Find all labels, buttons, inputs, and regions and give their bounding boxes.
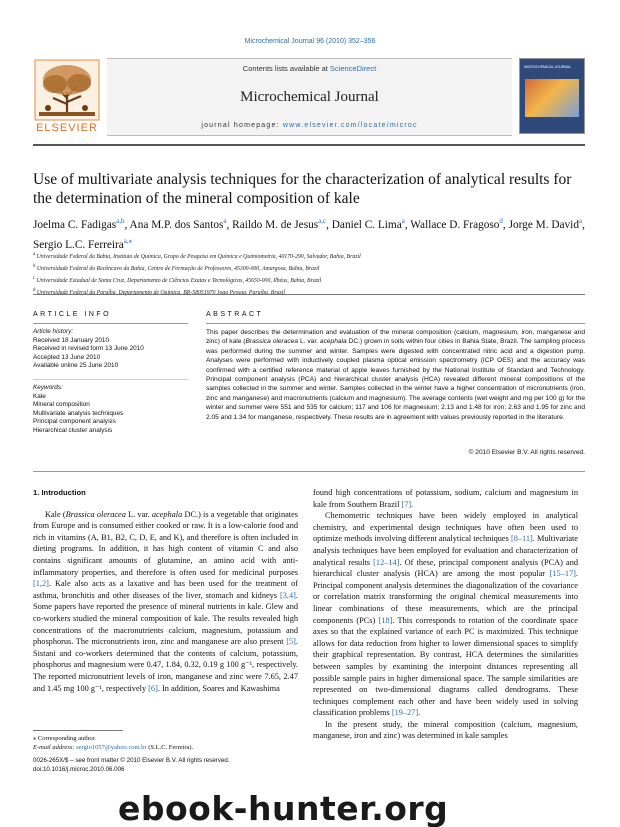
author-affiliation-marker[interactable]: a [223, 217, 227, 225]
author-affiliation-marker[interactable]: d [499, 217, 503, 225]
body-column-right [313, 487, 578, 742]
info-separator [33, 379, 188, 380]
author-separator: , [582, 218, 585, 231]
issn-doi-block [33, 757, 298, 774]
author-separator: , [226, 218, 233, 231]
doi-link[interactable]: doi:10.1016/j.microc.2010.06.006 [33, 765, 125, 773]
variety-name: acephala [319, 338, 347, 346]
journal-cover-thumbnail[interactable] [519, 58, 585, 134]
affiliation-marker: c [33, 275, 36, 281]
contents-prefix: Contents lists available at [242, 64, 330, 73]
email-suffix: (S.L.C. Ferreira). [146, 744, 194, 751]
homepage-prefix: journal homepage: [201, 122, 283, 129]
author-name: Ana M.P. dos Santos [129, 218, 224, 231]
reference-link[interactable]: [5] [286, 637, 296, 647]
keyword-item: Kale [33, 392, 46, 400]
author-name: Wallace D. Fragoso [410, 218, 500, 231]
sciencedirect-link[interactable]: ScienceDirect [329, 64, 377, 73]
text-run: . Kale also acts as a laxative and has been used for the treatment of asthma, bronchitis and other diseases of the liver, stomach and kidneys [33, 579, 298, 600]
article-history [33, 328, 193, 371]
affiliation-marker: d [33, 287, 36, 293]
journal-title: Microchemical Journal [240, 89, 379, 105]
watermark: ebook-hunter.org [118, 789, 449, 827]
text-run: Kale ( [45, 509, 66, 519]
journal-citation[interactable]: Microchemical Journal 96 (2010) 352–356 [244, 38, 376, 45]
text-run: found high concentrations of potassium, sodium, calcium and magnesium in kale from Southern Brazil [313, 488, 578, 509]
affiliation-text: Universidade Federal do Recôncavo da Bahia, Centro de Formação de Professores, 45300-000, Amargosa, Bahia, Brazil [36, 265, 320, 272]
author-separator: , [124, 218, 130, 231]
cover-title: MICROCHEMICAL JOURNAL [524, 65, 571, 69]
reference-link[interactable]: [8–11] [510, 534, 533, 544]
affiliation-text: Universidade Federal da Paraíba, Departamento de Química, BR-58051970 Joao Pessoa, Paraíba, Brazil [36, 289, 285, 296]
abstract-body [206, 328, 585, 422]
author-name: Jorge M. David [508, 218, 579, 231]
elsevier-tree-icon [33, 58, 101, 122]
text-run: . Multivariate analysis techniques have been employed for evaluation and characterization of analytical results [313, 534, 578, 567]
affiliation-text: Universidade Federal da Bahia, Instituto de Química, Grupo de Pesquisa em Química e Quimiometria, 40170-290, Salvador, Bahia, Brazil [36, 253, 361, 260]
author-name: Raildo M. de Jesus [232, 218, 319, 231]
body-paragraph [313, 510, 578, 719]
author-separator: , [326, 218, 332, 231]
reference-link[interactable]: [6] [148, 683, 158, 693]
abstract-text-part: DC.) grown in soils within four cities in Bahia State, Brazil. The sampling process was performed during the summer and winter. Samples were digested with concentrated nitric acid and a digestion pump. Analyses were performed with inductively coupled plasma optical emission spectrometry (ICP OES) and the accuracy was confirmed with a certified reference material of apple leaves furnished by the National Institute of Standard and Technology. Principal component analysis (PCA) and hierarchical cluster analysis (HCA) revealed different mineral compositions of the samples collected in the summer and winter. Samples collected in the winter have a higher concentration of micronutrients (iron, zinc and manganese) and macronutrients (calcium and magnesium). The average contents (wet weight and mg per 100 g) for the winter and summer were 551 and 535 for calcium; 117 and 106 for magnesium; 2.13 and 1.48 for iron; 2.63 and 1.95 for zinc and 2.05 and 1.34 for manganese, respectively. These results are in agreement with values previously reported in the literature. [206, 338, 585, 421]
body-paragraph: In the present study, the mineral composition (calcium, magnesium, manganese, iron and zinc) was determined in kale samples [313, 719, 578, 741]
author-name: Sergio L.C. Ferreira [33, 238, 124, 251]
text-run: . Some papers have reported the presence of mineral nutrients in kale. Glew and co-workers studied the mineral composition of kale. The results revealed high concentrations of the macronutrients calcium, magnesium, potassium and phosphorus. The micronutrients iron, zinc and manganese are also present [33, 590, 298, 647]
section-heading: 1. Introduction [33, 488, 86, 497]
affiliation-text: Universidade Estadual de Santa Cruz, Departamento de Ciências Exatas e Tecnológicas, 45650-000, Ilhéus, Bahia, Brazil [36, 277, 322, 284]
species-name: Brassica oleracea [245, 338, 299, 346]
article-info-rule [33, 323, 188, 324]
affiliation-marker: b [33, 263, 36, 269]
abstract-heading: ABSTRACT [206, 311, 264, 318]
author-affiliation-marker[interactable]: a,c [318, 217, 327, 225]
cover-image [525, 79, 579, 117]
email-link[interactable]: sergio1057@yahoo.com.br [76, 744, 147, 751]
affiliation-item [33, 286, 585, 298]
keyword-item: Mineral composition [33, 401, 90, 409]
reference-link[interactable]: [1,2] [33, 579, 49, 589]
keyword-item: Multivariate analysis techniques [33, 409, 124, 417]
author-affiliation-marker[interactable]: a [401, 217, 405, 225]
author-name: Daniel C. Lima [331, 218, 402, 231]
text-run: . Of these, principal component analysis (PCA) and hierarchical cluster analysis (HCA) are among the most popular [313, 557, 579, 579]
keyword-list [33, 384, 193, 436]
history-item: Received 18 January 2010 [33, 336, 110, 344]
keyword-item: Principal component analysis [33, 418, 116, 426]
history-item: Accepted 13 June 2010 [33, 353, 101, 361]
author-separator: , [404, 218, 411, 231]
author-list [33, 213, 585, 253]
author-affiliation-marker[interactable]: a,b [116, 217, 125, 225]
affiliation-item [33, 274, 585, 286]
reference-link[interactable]: [15–17] [549, 569, 576, 579]
author-separator: , [502, 218, 509, 231]
reference-link[interactable]: [18] [378, 615, 393, 625]
abstract-text-part: This paper describes the determination and evaluation of the mineral composition (calcium, magnesium, iron, manganese and zinc) of kale ( [206, 329, 585, 346]
reference-link[interactable]: [19–27] [391, 708, 419, 718]
reference-link[interactable]: [7] [401, 499, 412, 509]
footnote-label: ⁎ Corresponding author. [33, 735, 97, 742]
affiliation-divider [33, 294, 585, 295]
article-info-heading: ARTICLE INFO [33, 311, 112, 318]
header-divider [33, 144, 585, 146]
text-run: DC.) is a vegetable that originates from Europe and is consumed either cooked or raw. It is a low-calorie food and rich in vitamins (A, B1, B2, C, D, E, and K), and therefore is often included in dieting programs. In addition, it has high content of vitamin C and also contains significant amounts of glutamine, an amino acid with anti-inflammatory properties, and therefore is often used for medicinal purposes [33, 509, 298, 577]
text-run: . This corresponds to rotation of the coordinate space axes so that the explained variance of each PC is maximized. This technique allows for data reduction from higher to lower dimensional spaces to simplify their graphical representation. By contrast, HCA determines the similarities between samples by examining the interpoint distances representing all possible sample pairs in higher dimensional space. The sample similarities are represented on two-dimensional diagrams called dendrograms. These techniques complement each other and have been widely used in solving classification problems [313, 615, 578, 718]
email-label: E-mail address: [33, 744, 77, 751]
text-run: . [411, 499, 414, 509]
keyword-item: Hierarchical cluster analysis [33, 426, 113, 434]
history-item: Available online 25 June 2010 [33, 362, 119, 370]
journal-homepage [107, 122, 512, 129]
elsevier-logo [33, 58, 101, 134]
body-column-left [33, 487, 298, 694]
footnote-rule [33, 730, 123, 731]
body-divider [33, 471, 585, 472]
journal-banner [107, 58, 512, 136]
affiliation-marker: a [33, 252, 36, 257]
text-run: . [418, 708, 421, 718]
species-name: Brassica oleracea [65, 509, 126, 519]
contents-line [107, 64, 512, 73]
article-title: Use of multivariate analysis techniques for the characterization of analytical results for the determination of the mineral composition of kale [33, 171, 572, 207]
author-name: Joelma C. Fadigas [33, 218, 117, 231]
variety-name: acephala [151, 509, 183, 519]
text-run: . Sistani and co-workers determined that the contents of calcium, potassium, phosphorus and magnesium were 0.47, 1.84, 0.32, 0.19 g 100 g⁻¹, respectively. The reported micronutrient levels of iron, manganese and zinc were 7.65, 2.47 and 1.45 mg 100 g⁻¹, respectively [33, 637, 298, 693]
issn-line: 0026-265X/$ – see front matter © 2010 Elsevier B.V. All rights reserved. [33, 757, 230, 764]
affiliation-item [33, 262, 585, 274]
text-run: Chemometric techniques have been widely employed in analytical chemistry, and experimental design techniques have often been used to optimize methods involving different analytical techniques [313, 511, 578, 544]
author-affiliation-marker[interactable]: a [578, 217, 583, 225]
author-affiliation-marker[interactable]: a,⁎ [123, 236, 133, 245]
text-run: . In addition, Soares and Kawashima [157, 683, 280, 693]
footnote-email-line [33, 743, 298, 752]
corresponding-author-footnote [33, 734, 298, 752]
reference-link[interactable]: [12–14] [373, 557, 400, 567]
text-run: L. var. [125, 509, 152, 519]
publisher-name: ELSEVIER [36, 122, 98, 134]
history-label: Article history: [33, 328, 74, 335]
copyright-notice: © 2010 Elsevier B.V. All rights reserved. [468, 449, 585, 456]
history-item: Received in revised form 13 June 2010 [33, 345, 144, 353]
reference-link[interactable]: [3,4] [280, 590, 296, 600]
keywords-label: Keywords: [33, 384, 63, 391]
body-paragraph [33, 509, 298, 695]
abstract-rule [206, 323, 585, 324]
abstract-text-part: L. var. [298, 338, 320, 346]
affiliation-item [33, 250, 585, 262]
homepage-link[interactable]: www.elsevier.com/locate/microc [282, 122, 418, 129]
text-run: . Principal component analysis determines the diagonalization of the covariance or correlation matrix transforming the original chemical measurements into linear combinations of these measurements, which are the principal components (PCs) [313, 569, 578, 625]
body-paragraph [313, 487, 578, 510]
masthead [33, 58, 585, 136]
affiliation-list [33, 250, 585, 298]
